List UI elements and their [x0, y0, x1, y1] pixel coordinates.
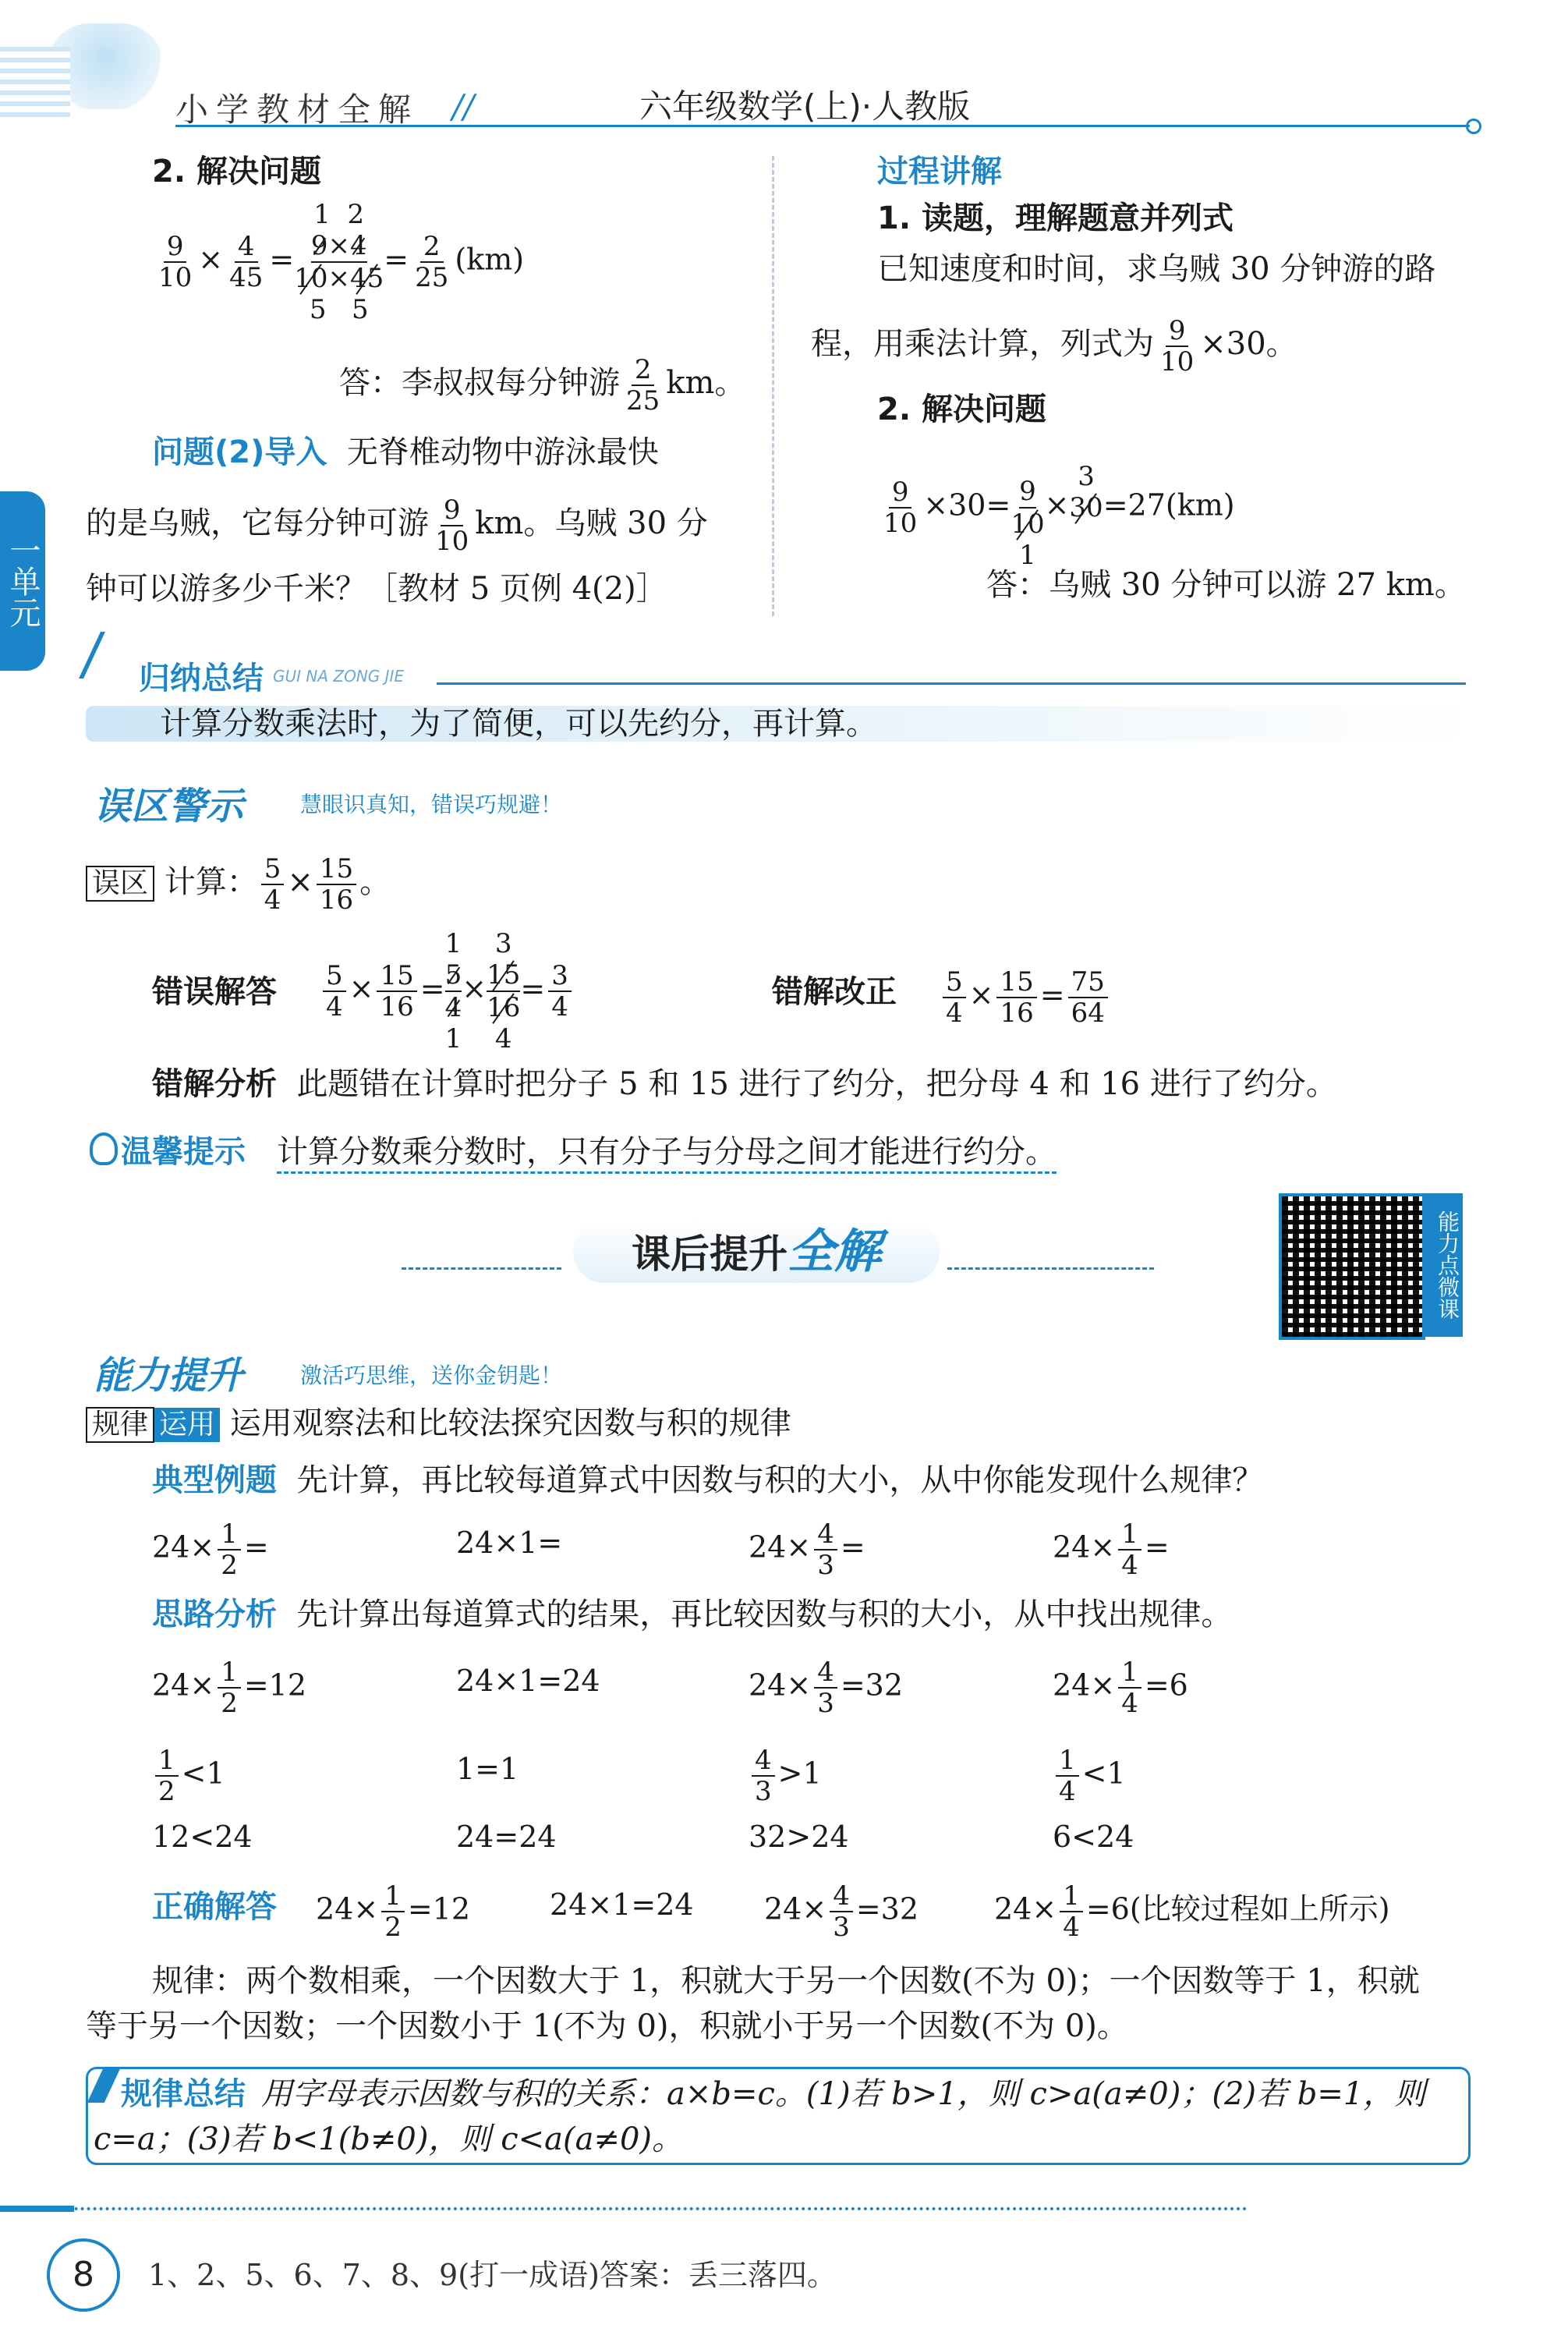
ability-subtitle: 激活巧思维，送你金钥匙！ — [300, 1363, 563, 1388]
header-book: 六年级数学(上)·人教版 — [639, 87, 971, 126]
cmp-4: $\frac{1}{4}$ <1 — [1053, 1745, 1126, 1806]
correct-expr-1: 24× $\frac{1}{2}$ =12 — [316, 1880, 471, 1943]
footer-rule — [0, 2207, 1248, 2210]
mistakes-calc: 误区 计算： $\frac{5}{4}$ × $\frac{15}{16}$ 。 — [86, 854, 391, 915]
left-intro-1: 问题(2)导入 无脊椎动物中游泳最快 — [152, 434, 659, 470]
cancel-fraction: 1 2 9×4 10×45 5 5 — [294, 199, 384, 325]
left-intro-3: 钟可以游多少千米？［教材 5 页例 4(2)］ — [86, 571, 667, 607]
header-stripes — [0, 47, 70, 117]
cmp-1: $\frac{1}{2}$ <1 — [152, 1745, 225, 1806]
frac-9-10: $\frac{9}{10}$ — [158, 231, 193, 293]
ability-title: 能力提升 — [94, 1354, 244, 1398]
summary-rule — [437, 682, 1466, 685]
left-step2-title: 2. 解决问题 — [152, 154, 321, 190]
example-expr-4: 24× $\frac{1}{4}$ = — [1053, 1519, 1170, 1581]
result-expr-4: 24× $\frac{1}{4}$ =6 — [1053, 1657, 1188, 1719]
right-step1-line2: 程，用乘法计算，列式为 $\frac{9}{10}$ ×30。 — [811, 315, 1297, 377]
frac-4-45: $\frac{4}{45}$ — [229, 231, 264, 293]
rule-summary-line-2: c=a；(3)若 b<1(b≠0)，则 c<a(a≠0)。 — [94, 2121, 683, 2157]
rule-summary-label: 规律总结 — [121, 2076, 246, 2112]
qr-label: 能力点微课 — [1424, 1193, 1463, 1337]
rule-summary-line-1: 用字母表示因数与积的关系：a×b=c。(1)若 b>1，则 c>a(a≠0)；(2)若 b=1，则 — [261, 2076, 1426, 2112]
correct-answer-label: 正确解答 — [152, 1889, 277, 1925]
side-tab: 一单元 — [0, 491, 45, 671]
analysis2-line: 思路分析 先计算出每道算式的结果，再比较因数与积的大小，从中找出规律。 — [152, 1597, 1233, 1632]
correct-expr-2: 24×1=24 — [550, 1887, 694, 1922]
summary-label: 归纳总结 — [139, 661, 264, 696]
summary-pen-icon — [79, 632, 144, 679]
fix-equation: $\frac{5}{4}$ × $\frac{15}{16}$ = $\frac{75}{64}$ — [940, 967, 1111, 1028]
section-rule-right — [947, 1267, 1154, 1270]
cmp-5: 12<24 — [152, 1820, 253, 1854]
example-expr-1: 24× $\frac{1}{2}$ = — [152, 1519, 269, 1581]
column-divider — [772, 156, 774, 616]
cmp-2: 1=1 — [456, 1752, 519, 1786]
right-heading: 过程讲解 — [877, 154, 1002, 190]
example-expr-3: 24× $\frac{4}{3}$ = — [749, 1519, 865, 1581]
qr-code[interactable] — [1279, 1193, 1425, 1340]
result-expr-3: 24× $\frac{4}{3}$ =32 — [749, 1657, 904, 1719]
summary-pinyin: GUI NA ZONG JIE — [273, 667, 405, 686]
correct-expr-4: 24× $\frac{1}{4}$ =6(比较过程如上所示) — [994, 1880, 1390, 1943]
cmp-8: 6<24 — [1053, 1820, 1134, 1854]
fix-label: 错解改正 — [772, 974, 897, 1010]
cmp-3: $\frac{4}{3}$ >1 — [749, 1745, 822, 1806]
example-line: 典型例题 先计算，再比较每道算式中因数与积的大小，从中你能发现什么规律？ — [152, 1462, 1264, 1498]
header-rule-dot — [1466, 119, 1481, 134]
analysis-line: 错解分析 此题错在计算时把分子 5 和 15 进行了约分，把分母 4 和 16 进行了约分。 — [152, 1066, 1337, 1102]
tip-text: 计算分数乘分数时，只有分子与分母之间才能进行约分。 — [277, 1132, 1057, 1174]
footer-bar — [0, 2206, 74, 2212]
example-expr-2: 24×1= — [456, 1526, 563, 1560]
cmp-6: 24=24 — [456, 1820, 557, 1854]
wrong-equation: $\frac{5}{4}$ × $\frac{15}{16}$ = 1 5 4 1 × 3 15 16 4 = $\frac{3}{4}$ — [320, 928, 575, 1054]
right-equation: $\frac{9}{10}$ ×30= 9 10 1 × 3 30 =27(km) — [883, 461, 1235, 571]
header-slash: // — [452, 87, 475, 126]
rule-line-1: 规律：两个数相乘，一个因数大于 1，积就大于另一个因数(不为 0)；一个因数等于 1，积就 — [152, 1963, 1420, 1999]
correct-expr-3: 24× $\frac{4}{3}$ =32 — [764, 1880, 919, 1943]
mistakes-title: 误区警示 — [94, 785, 244, 828]
right-step1-line1: 已知速度和时间，求乌贼 30 分钟游的路 — [877, 251, 1436, 287]
section-rule-left — [402, 1267, 561, 1270]
right-answer: 答：乌贼 30 分钟可以游 27 km。 — [986, 567, 1466, 603]
rule-line-2: 等于另一个因数；一个因数小于 1(不为 0)，积就小于另一个因数(不为 0)。 — [86, 2008, 1128, 2044]
section-title: 课后提升全解 — [573, 1221, 940, 1283]
header-series: 小学教材全解 — [175, 90, 419, 129]
page-number: 8 — [47, 2238, 120, 2312]
left-intro-2: 的是乌贼，它每分钟可游 $\frac{9}{10}$ km。乌贼 30 分 — [86, 494, 708, 557]
result-expr-1: 24× $\frac{1}{2}$ =12 — [152, 1657, 307, 1719]
header-rule — [175, 125, 1470, 127]
summary-text: 计算分数乘法时，为了简便，可以先约分，再计算。 — [160, 706, 877, 742]
wrong-label: 错误解答 — [152, 974, 277, 1010]
result-expr-2: 24×1=24 — [456, 1664, 600, 1698]
footer-riddle: 1、2、5、6、7、8、9(打一成语)答案：丢三落四。 — [148, 2258, 837, 2292]
tip-label: 温馨提示 — [121, 1134, 246, 1170]
left-answer: 答：李叔叔每分钟游 $\frac{2}{25}$ km。 — [339, 354, 746, 416]
cmp-7: 32>24 — [749, 1820, 849, 1854]
left-equation: $\frac{9}{10}$ × $\frac{4}{45}$ = 1 2 9×4 10×45 5 5 = $\frac{2}{25}$ (km) — [152, 199, 524, 339]
ability-topic: 规律 运用 运用观察法和比较法探究因数与积的规律 — [86, 1404, 791, 1443]
right-step2-title: 2. 解决问题 — [877, 392, 1046, 427]
bulb-icon — [90, 1132, 118, 1165]
frac-2-25: $\frac{2}{25}$ — [415, 231, 449, 293]
mistakes-subtitle: 慧眼识真知，错误巧规避！ — [300, 792, 563, 817]
right-step1-title: 1. 读题，理解题意并列式 — [877, 200, 1234, 236]
